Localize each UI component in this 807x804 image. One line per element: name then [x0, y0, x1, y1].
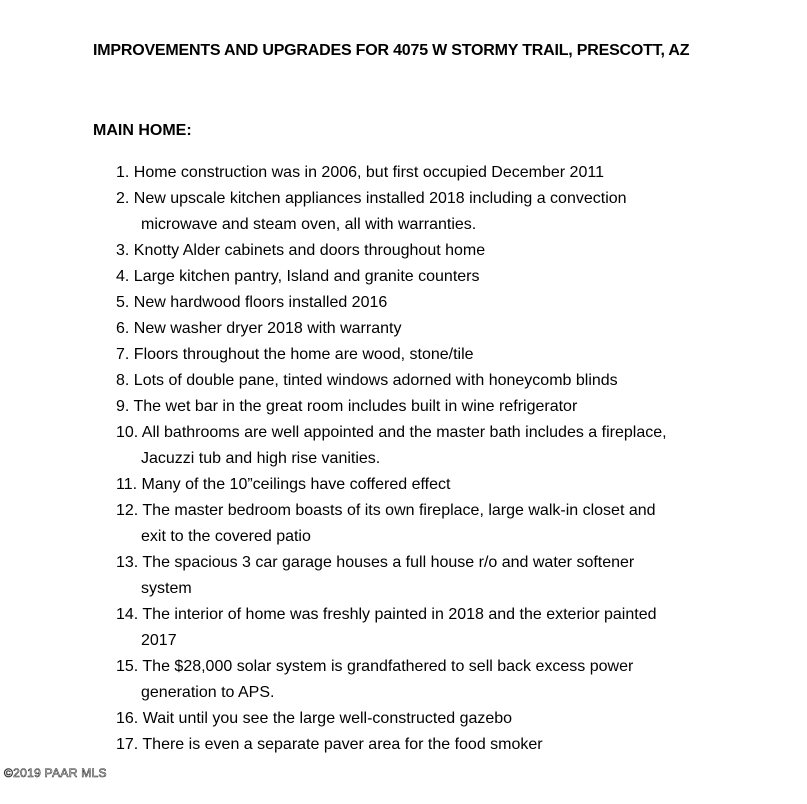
list-item	[116, 238, 756, 264]
list-item-continuation: exit to the covered patio	[141, 528, 311, 545]
list-item-text: 6. New washer dryer 2018 with warranty	[116, 320, 402, 337]
document-title: IMPROVEMENTS AND UPGRADES FOR 4075 W STORMY TRAIL, PRESCOTT, AZ	[93, 42, 690, 59]
list-item	[116, 160, 756, 186]
list-item	[116, 394, 756, 420]
list-item	[116, 342, 756, 368]
list-item-text: 1. Home construction was in 2006, but first occupied December 2011	[116, 164, 604, 181]
list-item	[116, 550, 756, 602]
list-item-text: 16. Wait until you see the large well-constructed gazebo	[116, 710, 513, 727]
list-item-text: 7. Floors throughout the home are wood, stone/tile	[116, 346, 474, 363]
list-item-text: 14. The interior of home was freshly painted in 2018 and the exterior painted	[116, 606, 657, 623]
list-item	[116, 290, 756, 316]
list-item	[116, 472, 756, 498]
list-item-continuation: microwave and steam oven, all with warranties.	[141, 216, 477, 233]
list-item	[116, 420, 756, 472]
list-item	[116, 498, 756, 550]
list-item-text: 9. The wet bar in the great room includes built in wine refrigerator	[116, 398, 578, 415]
list-item-continuation: 2017	[141, 632, 177, 649]
list-item-text: 13. The spacious 3 car garage houses a full house r/o and water softener	[116, 554, 635, 571]
list-item	[116, 602, 756, 654]
list-item-text: 17. There is even a separate paver area for the food smoker	[116, 736, 543, 753]
section-heading: MAIN HOME:	[93, 122, 192, 139]
list-item-text: 5. New hardwood floors installed 2016	[116, 294, 388, 311]
list-item-text: 4. Large kitchen pantry, Island and granite counters	[116, 268, 480, 285]
list-item-text: 3. Knotty Alder cabinets and doors throughout home	[116, 242, 486, 259]
list-item-text: 2. New upscale kitchen appliances installed 2018 including a convection	[116, 190, 627, 207]
list-item	[116, 654, 756, 706]
list-item-text: 12. The master bedroom boasts of its own fireplace, large walk-in closet and	[116, 502, 656, 519]
list-item-continuation: system	[141, 580, 192, 597]
list-item	[116, 706, 756, 732]
list-item-text: 15. The $28,000 solar system is grandfathered to sell back excess power	[116, 658, 634, 675]
improvements-list	[116, 160, 756, 758]
list-item-continuation: generation to APS.	[141, 684, 275, 701]
list-item-text: 10. All bathrooms are well appointed and the master bath includes a fireplace,	[116, 424, 667, 441]
list-item	[116, 368, 756, 394]
list-item	[116, 732, 756, 758]
list-item	[116, 186, 756, 238]
list-item	[116, 316, 756, 342]
list-item-text: 8. Lots of double pane, tinted windows adorned with honeycomb blinds	[116, 372, 618, 389]
list-item	[116, 264, 756, 290]
list-item-continuation: Jacuzzi tub and high rise vanities.	[141, 450, 381, 467]
list-item-text: 11. Many of the 10”ceilings have coffered effect	[116, 476, 451, 493]
mls-watermark: ©2019 PAAR MLS	[4, 766, 107, 780]
